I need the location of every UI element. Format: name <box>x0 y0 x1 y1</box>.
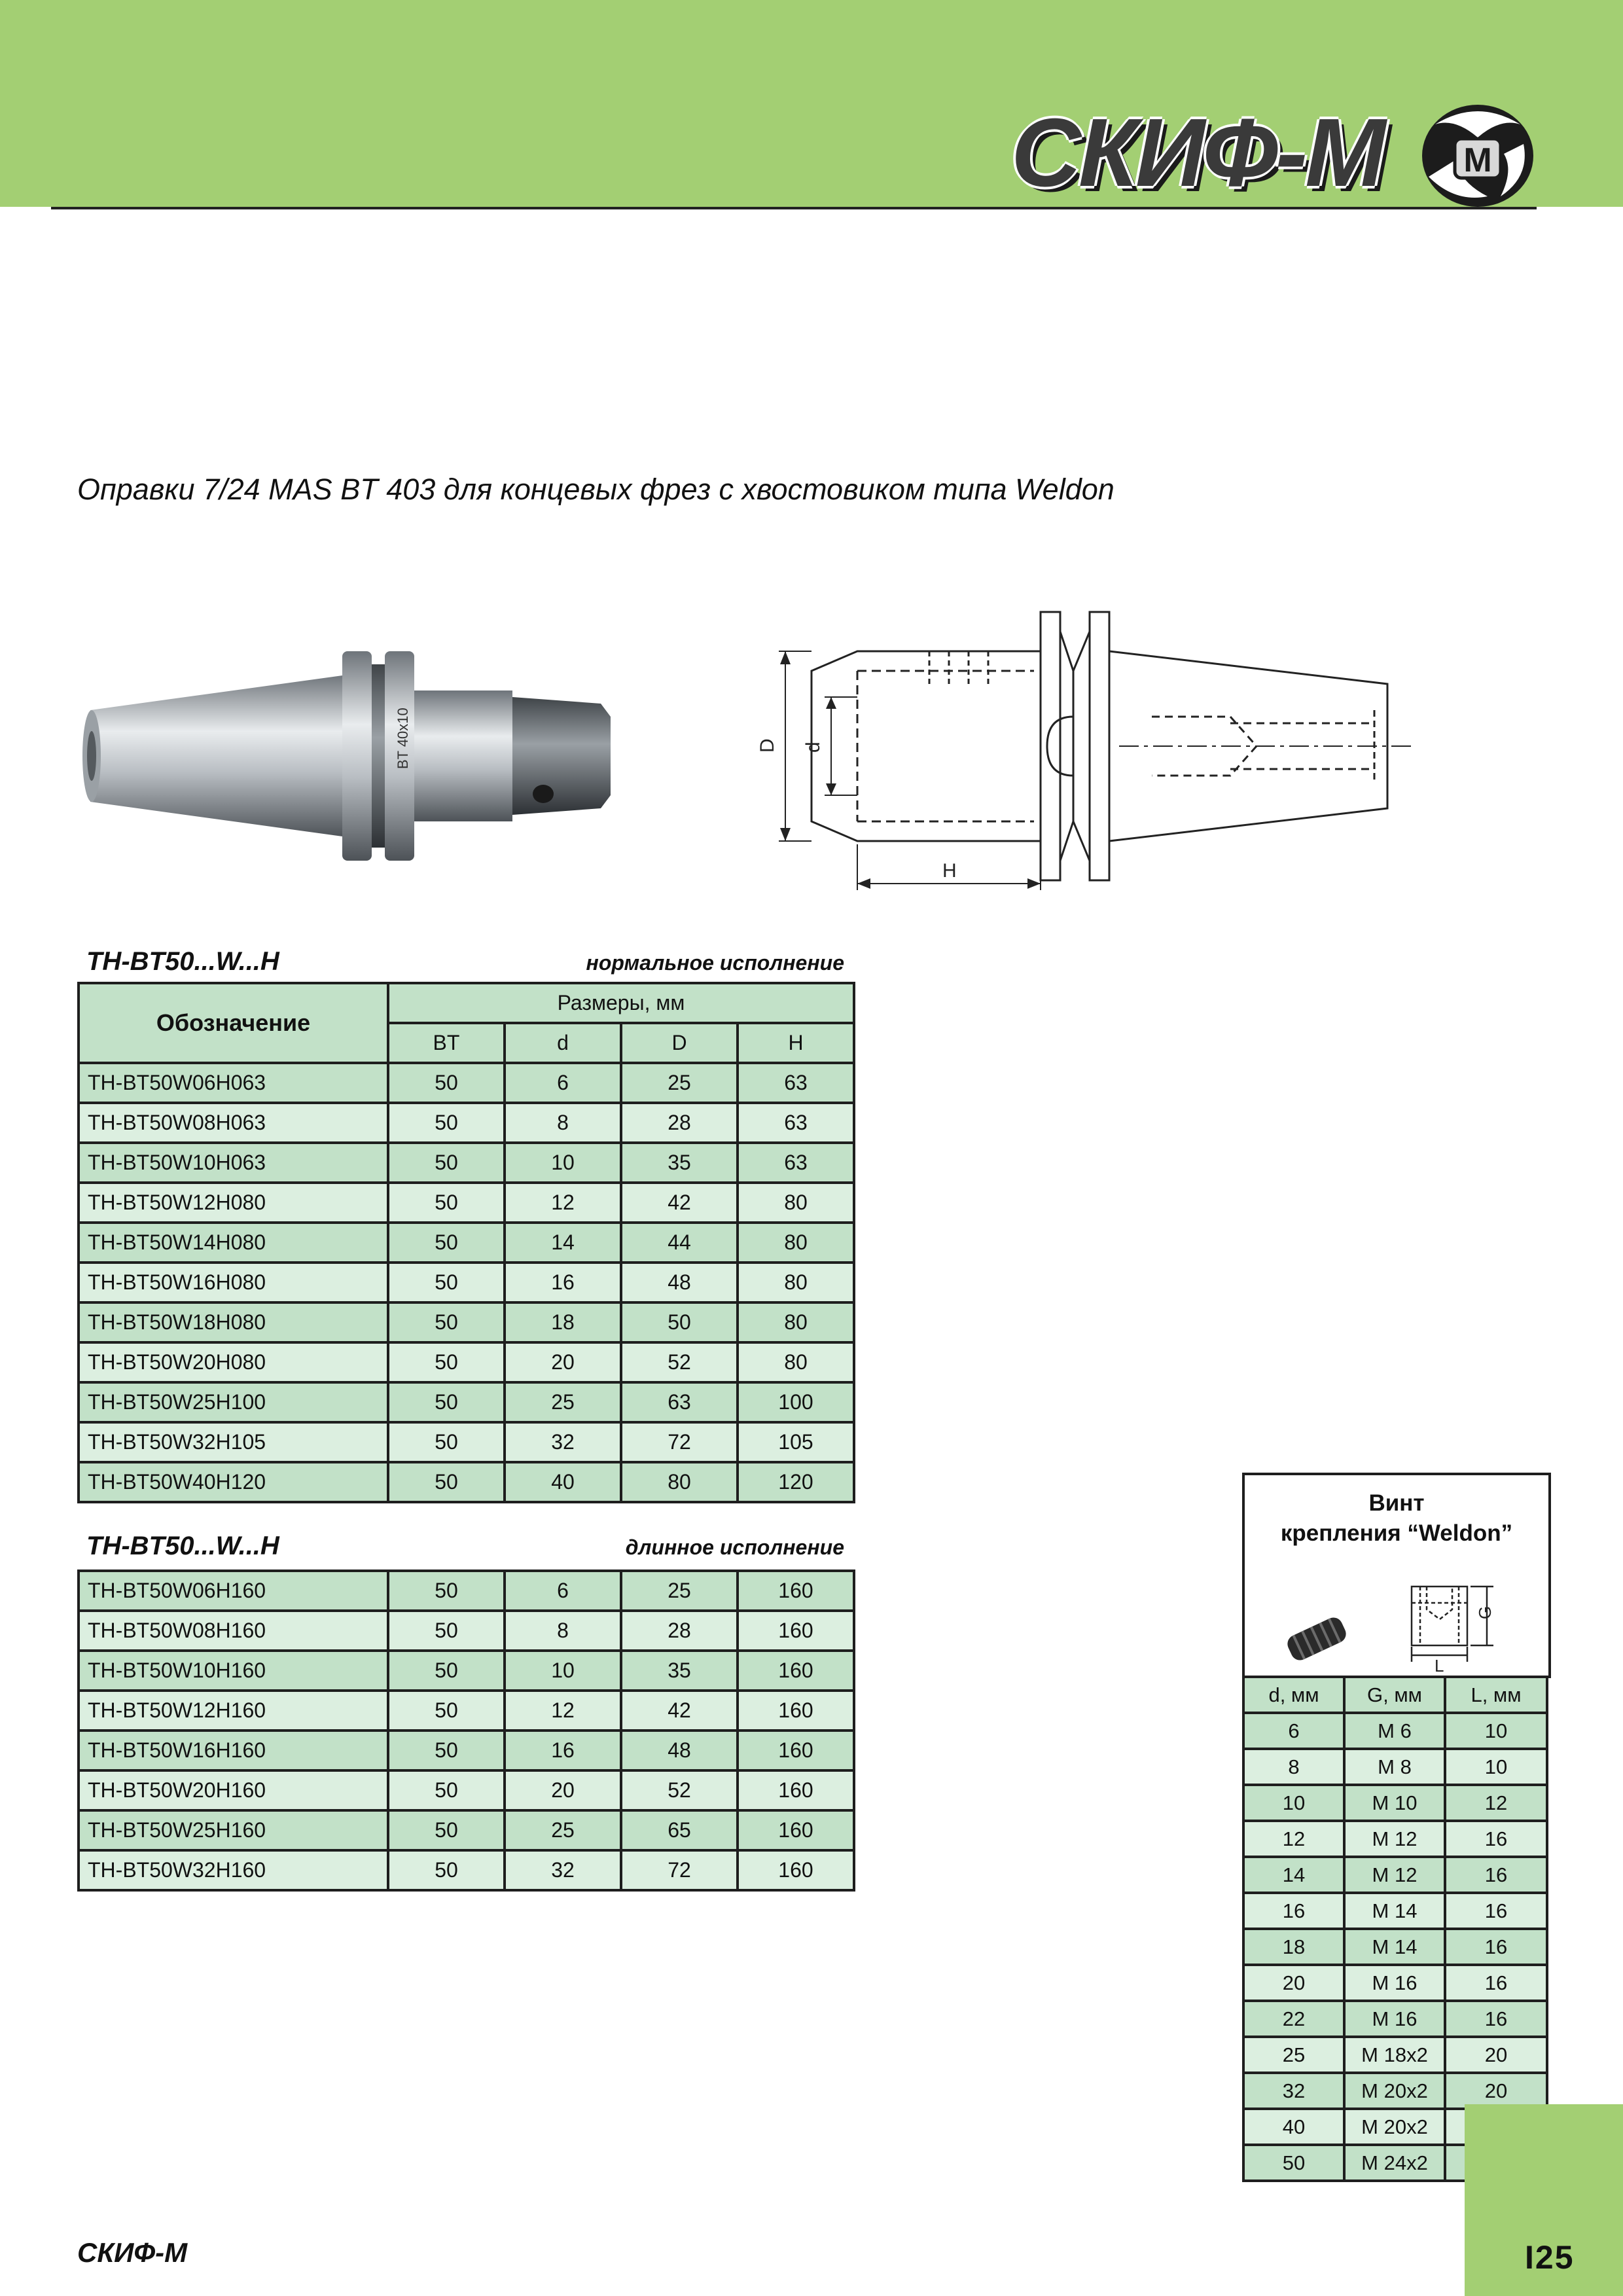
table-row <box>79 1382 854 1422</box>
table-cell: M 20x2 <box>1344 2109 1445 2145</box>
table-cell: 48 <box>621 1731 738 1770</box>
table-cell: 8 <box>1243 1749 1344 1785</box>
table-cell: 12 <box>1243 1821 1344 1857</box>
footer-brand: СКИФ-М <box>77 2237 188 2268</box>
table-cell: M 14 <box>1344 1929 1445 1965</box>
col-header-d-large: D <box>621 1023 738 1063</box>
table-cell: 35 <box>621 1651 738 1691</box>
table-cell: 16 <box>1445 1857 1547 1893</box>
table-row <box>79 1770 854 1810</box>
table-cell: TH-BT50W25H160 <box>79 1810 388 1850</box>
table-row <box>79 1810 854 1850</box>
table-cell: 72 <box>621 1422 738 1462</box>
table-cell: 14 <box>1243 1857 1344 1893</box>
table-cell: 50 <box>388 1850 505 1890</box>
table-row <box>1243 2001 1547 2037</box>
table-cell: 50 <box>388 1731 505 1770</box>
table-cell: 50 <box>388 1103 505 1143</box>
col-header-bt: BT <box>388 1023 505 1063</box>
table-cell: 72 <box>621 1850 738 1890</box>
table-cell: M 16 <box>1344 1965 1445 2001</box>
table-cell: M 8 <box>1344 1749 1445 1785</box>
table-cell: TH-BT50W08H160 <box>79 1611 388 1651</box>
table-cell: 63 <box>621 1382 738 1422</box>
table-cell: 40 <box>505 1462 621 1502</box>
table-cell: TH-BT50W16H160 <box>79 1731 388 1770</box>
table-cell: 50 <box>388 1263 505 1302</box>
table-cell: 50 <box>1243 2145 1344 2181</box>
table-cell: 160 <box>738 1810 854 1850</box>
drawing-label-H: H <box>942 860 957 882</box>
long-series-subtitle: длинное исполнение <box>625 1535 844 1559</box>
table-cell: 52 <box>621 1770 738 1810</box>
table-cell: TH-BT50W18H080 <box>79 1302 388 1342</box>
table-row <box>79 1063 854 1103</box>
table-cell: 50 <box>388 1770 505 1810</box>
table-cell: 10 <box>505 1651 621 1691</box>
table-cell: 28 <box>621 1611 738 1651</box>
table-cell: 20 <box>1243 1965 1344 2001</box>
table-row <box>1243 1929 1547 1965</box>
table-cell: 8 <box>505 1103 621 1143</box>
table-cell: 50 <box>621 1302 738 1342</box>
normal-series-subtitle: нормальное исполнение <box>586 951 844 975</box>
drawing-label-D: D <box>757 738 778 753</box>
table-row <box>79 1611 854 1651</box>
drawing-label-d: d <box>802 742 824 753</box>
table-cell: 100 <box>738 1382 854 1422</box>
table-cell: 40 <box>1243 2109 1344 2145</box>
table-cell: 25 <box>1243 2037 1344 2073</box>
table-cell: 16 <box>505 1263 621 1302</box>
table-cell: TH-BT50W20H160 <box>79 1770 388 1810</box>
table-cell: 80 <box>738 1342 854 1382</box>
table-cell: 18 <box>505 1302 621 1342</box>
table-row <box>1243 1749 1547 1785</box>
table-row <box>79 1691 854 1731</box>
logo-emblem-letter: M <box>1463 141 1492 179</box>
table-cell: 50 <box>388 1302 505 1342</box>
screw-panel <box>1242 1473 1551 1678</box>
table-cell: 32 <box>505 1422 621 1462</box>
table-cell: TH-BT50W20H080 <box>79 1342 388 1382</box>
table-row <box>1243 2037 1547 2073</box>
table-cell: 50 <box>388 1462 505 1502</box>
table-cell: 25 <box>621 1571 738 1611</box>
long-spec-table <box>77 1570 855 1892</box>
screw-col-g: G, мм <box>1344 1677 1445 1713</box>
normal-series-title: TH-BT50...W...H <box>86 947 279 976</box>
table-cell: 18 <box>1243 1929 1344 1965</box>
tool-holder-photo <box>77 619 627 893</box>
table-cell: M 24x2 <box>1344 2145 1445 2181</box>
header-rule <box>51 207 1537 209</box>
table-cell: 160 <box>738 1850 854 1890</box>
table-cell: 50 <box>388 1382 505 1422</box>
table-cell: 50 <box>388 1422 505 1462</box>
table-cell: 12 <box>505 1183 621 1223</box>
logo-text: СКИФ-М <box>1011 99 1383 207</box>
table-cell: 160 <box>738 1571 854 1611</box>
table-cell: M 14 <box>1344 1893 1445 1929</box>
table-row <box>1243 1785 1547 1821</box>
table-cell: 50 <box>388 1611 505 1651</box>
page-title: Оправки 7/24 MAS BT 403 для концевых фрез с хвостовиком типа Weldon <box>77 473 1115 506</box>
table-cell: M 12 <box>1344 1857 1445 1893</box>
table-cell: 28 <box>621 1103 738 1143</box>
screw-label-G: G <box>1475 1605 1495 1619</box>
table-cell: 160 <box>738 1770 854 1810</box>
table-cell: TH-BT50W06H063 <box>79 1063 388 1103</box>
long-series-title: TH-BT50...W...H <box>86 1532 279 1560</box>
brand-logo <box>1011 98 1541 207</box>
page-number: I25 <box>1525 2239 1575 2276</box>
table-cell: 20 <box>505 1770 621 1810</box>
table-cell: 20 <box>1445 2073 1547 2109</box>
table-cell: 50 <box>388 1691 505 1731</box>
screw-label-L: L <box>1435 1656 1444 1676</box>
table-row <box>79 1143 854 1183</box>
table-cell: 50 <box>388 1183 505 1223</box>
tool-holder-drawing <box>759 599 1420 900</box>
col-header-d-small: d <box>505 1023 621 1063</box>
table-cell: 63 <box>738 1143 854 1183</box>
screw-col-l: L, мм <box>1445 1677 1547 1713</box>
table-cell: 16 <box>1243 1893 1344 1929</box>
table-cell: 80 <box>738 1263 854 1302</box>
table-cell: M 10 <box>1344 1785 1445 1821</box>
table-row <box>79 1422 854 1462</box>
table-cell: 50 <box>388 1571 505 1611</box>
table-row <box>79 1302 854 1342</box>
table-cell: 16 <box>1445 1965 1547 2001</box>
table-row <box>1243 1965 1547 2001</box>
table-row <box>79 1183 854 1223</box>
table-cell: 120 <box>738 1462 854 1502</box>
table-cell: 160 <box>738 1651 854 1691</box>
table-cell: 42 <box>621 1183 738 1223</box>
col-header-designation: Обозначение <box>79 983 388 1063</box>
table-cell: 63 <box>738 1103 854 1143</box>
table-cell: 20 <box>505 1342 621 1382</box>
screw-title-line1: Винт <box>1368 1490 1425 1516</box>
table-cell: 10 <box>1445 1713 1547 1749</box>
table-cell: 65 <box>621 1810 738 1850</box>
table-cell: 160 <box>738 1731 854 1770</box>
table-cell: 25 <box>505 1382 621 1422</box>
table-cell: 50 <box>388 1143 505 1183</box>
table-cell: 42 <box>621 1691 738 1731</box>
table-cell: 10 <box>505 1143 621 1183</box>
table-cell: TH-BT50W12H080 <box>79 1183 388 1223</box>
table-cell: TH-BT50W10H063 <box>79 1143 388 1183</box>
table-cell: 80 <box>738 1302 854 1342</box>
table-cell: 16 <box>1445 1821 1547 1857</box>
table-cell: 32 <box>505 1850 621 1890</box>
table-row <box>1243 2073 1547 2109</box>
table-cell: 8 <box>505 1611 621 1651</box>
table-cell: 80 <box>738 1183 854 1223</box>
screw-title-line2: крепления “Weldon” <box>1280 1520 1513 1546</box>
table-cell: 50 <box>388 1651 505 1691</box>
table-cell: TH-BT50W32H105 <box>79 1422 388 1462</box>
table-cell: 16 <box>1445 1893 1547 1929</box>
table-cell: 48 <box>621 1263 738 1302</box>
table-cell: TH-BT50W10H160 <box>79 1651 388 1691</box>
table-cell: 6 <box>505 1063 621 1103</box>
col-header-h: H <box>738 1023 854 1063</box>
table-row <box>79 1462 854 1502</box>
table-cell: 6 <box>1243 1713 1344 1749</box>
table-cell: 50 <box>388 1810 505 1850</box>
table-cell: 105 <box>738 1422 854 1462</box>
logo-emblem-icon <box>1416 98 1540 209</box>
table-cell: 160 <box>738 1691 854 1731</box>
col-header-dimensions: Размеры, мм <box>388 983 854 1023</box>
table-cell: 20 <box>1445 2037 1547 2073</box>
table-cell: TH-BT50W12H160 <box>79 1691 388 1731</box>
table-row <box>79 1103 854 1143</box>
screw-title <box>1245 1488 1548 1549</box>
normal-spec-table <box>77 982 855 1503</box>
table-cell: TH-BT50W40H120 <box>79 1462 388 1502</box>
table-row <box>79 1223 854 1263</box>
table-cell: M 16 <box>1344 2001 1445 2037</box>
table-cell: 52 <box>621 1342 738 1382</box>
table-cell: 6 <box>505 1571 621 1611</box>
table-cell: 16 <box>1445 1929 1547 1965</box>
table-cell: 50 <box>388 1223 505 1263</box>
table-row <box>1243 1821 1547 1857</box>
table-cell: 12 <box>1445 1785 1547 1821</box>
weldon-screw-drawing <box>1271 1573 1533 1676</box>
table-cell: 16 <box>1445 2001 1547 2037</box>
table-row <box>1243 1713 1547 1749</box>
table-cell: TH-BT50W14H080 <box>79 1223 388 1263</box>
screw-col-d: d, мм <box>1243 1677 1344 1713</box>
table-cell: 80 <box>621 1462 738 1502</box>
table-cell: TH-BT50W32H160 <box>79 1850 388 1890</box>
table-cell: 10 <box>1243 1785 1344 1821</box>
table-cell: 22 <box>1243 2001 1344 2037</box>
table-row <box>1243 1893 1547 1929</box>
table-cell: TH-BT50W08H063 <box>79 1103 388 1143</box>
table-cell: TH-BT50W16H080 <box>79 1263 388 1302</box>
table-cell: M 20x2 <box>1344 2073 1445 2109</box>
table-cell: 160 <box>738 1611 854 1651</box>
table-row <box>79 1571 854 1611</box>
table-row <box>79 1850 854 1890</box>
table-cell: M 12 <box>1344 1821 1445 1857</box>
table-cell: M 6 <box>1344 1713 1445 1749</box>
table-cell: 25 <box>505 1810 621 1850</box>
table-cell: 50 <box>388 1342 505 1382</box>
table-cell: TH-BT50W06H160 <box>79 1571 388 1611</box>
table-row <box>79 1651 854 1691</box>
table-cell: 25 <box>621 1063 738 1103</box>
table-cell: 35 <box>621 1143 738 1183</box>
table-cell: 16 <box>505 1731 621 1770</box>
table-cell: 63 <box>738 1063 854 1103</box>
table-cell: 80 <box>738 1223 854 1263</box>
table-row <box>79 1342 854 1382</box>
table-cell: 12 <box>505 1691 621 1731</box>
table-cell: 32 <box>1243 2073 1344 2109</box>
photo-engraving: BT 40x10 <box>395 708 411 769</box>
table-cell: 50 <box>388 1063 505 1103</box>
table-cell: M 18x2 <box>1344 2037 1445 2073</box>
table-row <box>79 1263 854 1302</box>
table-row <box>1243 1857 1547 1893</box>
table-cell: 44 <box>621 1223 738 1263</box>
table-cell: 10 <box>1445 1749 1547 1785</box>
table-cell: 14 <box>505 1223 621 1263</box>
table-cell: TH-BT50W25H100 <box>79 1382 388 1422</box>
table-row <box>79 1731 854 1770</box>
